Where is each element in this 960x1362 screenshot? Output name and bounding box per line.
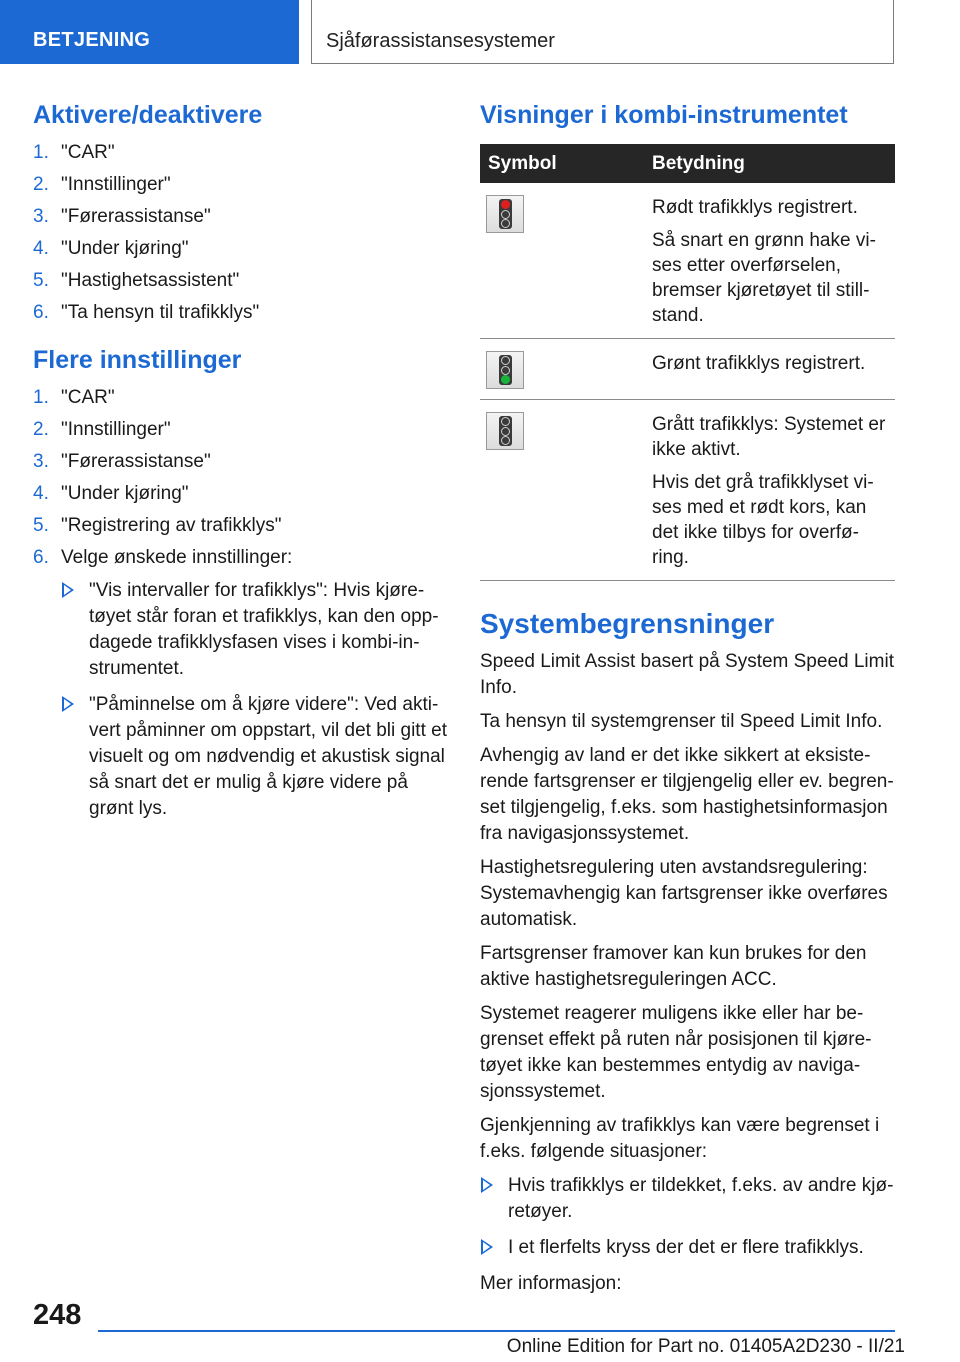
- step-text: "Førerassistanse": [61, 206, 211, 227]
- meaning-cell: [644, 339, 895, 400]
- activate-heading: Aktivere/deaktivere: [33, 101, 263, 129]
- step-number: 6.: [33, 547, 49, 568]
- paragraph: Gjenkjenning av trafikklys kan være begrenset i f.eks. følgende situasjoner:: [480, 1115, 880, 1162]
- list-item: [33, 545, 447, 822]
- table-row: [480, 339, 895, 400]
- list-item: [61, 692, 447, 822]
- step-number: 6.: [33, 302, 49, 323]
- triangle-bullet-icon: [481, 1239, 493, 1255]
- paragraph: Fartsgrenser framover kan kun brukes for den aktive hastighetsreguleringen ACC.: [480, 943, 867, 990]
- step-text: Velge ønskede innstillinger:: [61, 547, 293, 568]
- meaning-cell: [644, 400, 895, 581]
- section-tab: [0, 0, 299, 64]
- table-row: [480, 183, 895, 339]
- step-text: "Hastighetsassistent": [61, 270, 240, 291]
- step-number: 1.: [33, 142, 49, 163]
- list-item: [33, 449, 447, 474]
- paragraph: Speed Limit Assist basert på System Speed Limit Info.: [480, 651, 894, 698]
- meaning-text: Så snart en grønn hake vises etter overførselen, bremser kjøretøyet til stillstand.: [652, 230, 876, 326]
- list-item: [480, 1235, 895, 1261]
- right-column: [480, 100, 895, 1305]
- symbol-cell: [480, 339, 644, 400]
- column-header-meaning: Betydning: [644, 144, 895, 183]
- step-number: 4.: [33, 483, 49, 504]
- bullet-text: "Påminnelse om å kjøre videre": Ved aktivert påminner om oppstart, vil det bli gitt et visuelt og om nødvendig et akustisk signal så snart det er mulig å kjøre videre på grønt lys.: [89, 694, 447, 819]
- green-traffic-light-icon: [486, 351, 524, 389]
- step-text: "Innstillinger": [61, 174, 171, 195]
- bullet-text: "Vis intervaller for trafikklys": Hvis kjøretøyet står foran et trafikklys, kan den oppdagede trafikklysfasen vises i kombi-instrumentet.: [89, 580, 439, 679]
- symbol-cell: [480, 400, 644, 581]
- list-item: [33, 513, 447, 538]
- red-traffic-light-icon: [486, 195, 524, 233]
- table-header-row: [480, 144, 895, 183]
- list-item: [33, 236, 447, 261]
- limitations-list: [480, 1173, 895, 1261]
- bullet-text: Hvis trafikklys er tildekket, f.eks. av andre kjøretøyer.: [508, 1175, 894, 1222]
- symbol-cell: [480, 183, 644, 339]
- table-row: [480, 400, 895, 581]
- step-number: 5.: [33, 515, 49, 536]
- triangle-bullet-icon: [481, 1177, 493, 1193]
- system-limits-heading: Systembegrensninger: [480, 608, 775, 639]
- display-heading: Visninger i kombi-instrumentet: [480, 101, 848, 129]
- meaning-text: Hvis det grå trafikklyset vises med et rødt kors, kan det ikke tilbys for overføring.: [652, 472, 874, 568]
- step-number: 3.: [33, 451, 49, 472]
- step-number: 4.: [33, 238, 49, 259]
- step-number: 5.: [33, 270, 49, 291]
- settings-options: [61, 578, 447, 822]
- step-text: "Innstillinger": [61, 419, 171, 440]
- step-text: "Førerassistanse": [61, 451, 211, 472]
- list-item: [33, 481, 447, 506]
- chapter-title: Sjåførassistansesystemer: [326, 30, 555, 52]
- edition-text: Online Edition for Part no. 01405A2D230 - II/21: [506, 1336, 905, 1357]
- triangle-bullet-icon: [62, 696, 74, 712]
- meaning-cell: [644, 183, 895, 339]
- more-settings-steps: [33, 385, 447, 822]
- list-item: [61, 578, 447, 682]
- list-item: [33, 417, 447, 442]
- step-number: 3.: [33, 206, 49, 227]
- footer-divider: [98, 1330, 895, 1332]
- meaning-text: Grått trafikklys: Systemet er ikke aktivt.: [652, 414, 886, 460]
- step-text: "Under kjøring": [61, 238, 189, 259]
- list-item: [480, 1173, 895, 1225]
- list-item: [33, 300, 447, 325]
- bullet-text: I et flerfelts kryss der det er flere trafikklys.: [508, 1237, 864, 1258]
- step-text: "Registrering av trafikklys": [61, 515, 282, 536]
- list-item: [33, 385, 447, 410]
- symbol-table: [480, 144, 895, 581]
- list-item: [33, 172, 447, 197]
- activate-steps: [33, 140, 447, 325]
- more-info-text: Mer informasjon:: [480, 1273, 622, 1294]
- page-number: 248: [33, 1299, 82, 1331]
- list-item: [33, 204, 447, 229]
- section-title: BETJENING: [33, 29, 151, 51]
- column-header-symbol: Symbol: [480, 144, 644, 183]
- paragraph: Ta hensyn til systemgrenser til Speed Limit Info.: [480, 711, 883, 732]
- step-text: "CAR": [61, 387, 115, 408]
- step-text: "Under kjøring": [61, 483, 189, 504]
- triangle-bullet-icon: [62, 582, 74, 598]
- meaning-text: Rødt trafikklys registrert.: [652, 197, 858, 218]
- step-number: 2.: [33, 174, 49, 195]
- paragraph: Hastighetsregulering uten avstandsregulering: Systemavhengig kan fartsgrenser ikke overføres automatisk.: [480, 857, 888, 930]
- left-column: [33, 100, 447, 832]
- step-text: "CAR": [61, 142, 115, 163]
- list-item: [33, 140, 447, 165]
- meaning-text: Grønt trafikklys registrert.: [652, 353, 866, 374]
- paragraph: Avhengig av land er det ikke sikkert at eksisterende fartsgrenser er tilgjengelig eller ev. begrenset tilgjengelig, f.eks. som hastighetsinformasjon fra navigasjonssystemet.: [480, 745, 894, 844]
- grey-traffic-light-icon: [486, 412, 524, 450]
- step-text: "Ta hensyn til trafikklys": [61, 302, 260, 323]
- chapter-tab: [311, 0, 894, 64]
- paragraph: Systemet reagerer muligens ikke eller har begrenset effekt på ruten når posisjonen til kjøretøyet ikke kan bestemmes entydig av navigasjonssystemet.: [480, 1003, 872, 1102]
- more-settings-heading: Flere innstillinger: [33, 346, 242, 374]
- step-number: 2.: [33, 419, 49, 440]
- step-number: 1.: [33, 387, 49, 408]
- list-item: [33, 268, 447, 293]
